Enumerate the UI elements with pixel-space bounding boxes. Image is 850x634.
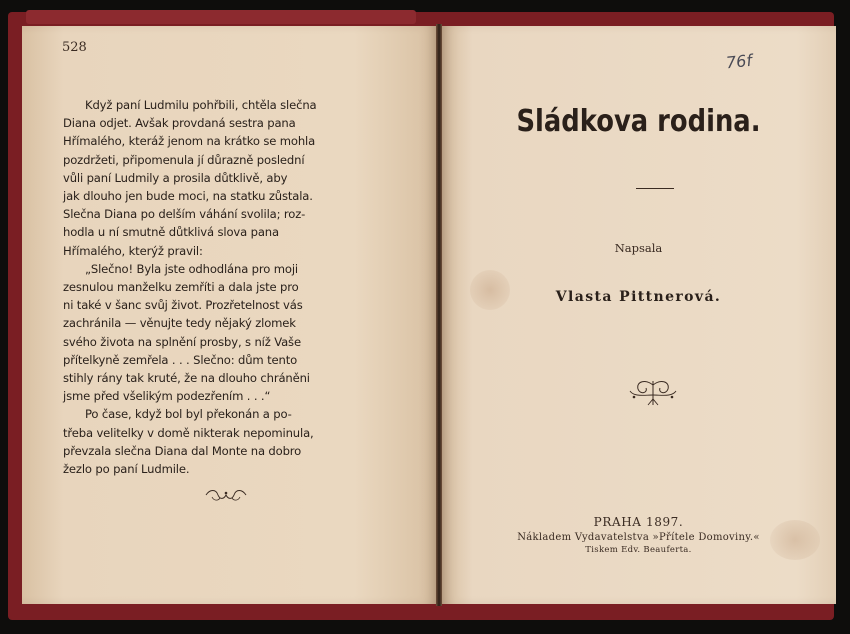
text-line: ni také v šanc svůj život. Prozřetelnost vás [63,298,303,313]
text-line: stihly rány tak kruté, že na dlouho chráněni [63,371,310,386]
text-line: Diana odjet. Avšak provdaná sestra pana [63,116,296,131]
ornament-right-icon [626,377,680,409]
text-line: přítelkyně zemřela . . . Slečno: dům tento [63,352,298,367]
text-line: Hřímalého, kterýž pravil: [63,243,203,258]
book-title: Sládkova rodina. [516,104,761,139]
text-line: Slečna Diana po delším váhání svolila; roz- [63,207,306,222]
body-text [63,96,369,478]
text-line: hodla u ní smutně důtklivá slova pana [63,225,279,240]
text-line: převzala slečna Diana dal Monte na dobro [63,443,302,458]
text-line: „Slečno! Byla jste odhodlána pro moji [85,261,298,276]
text-line: zachránila — věnujte tedy nějaký zlomek [63,316,296,331]
text-line: jsme před všelikým podezřením . . .“ [63,389,271,404]
page-number: 528 [62,40,87,55]
text-line: svého života na splnění prosby, s níž Vaše [63,334,301,349]
text-line: Po čase, když bol byl překonán a po- [85,407,292,422]
title-divider [636,188,674,189]
imprint-printer: Tiskem Edv. Beauferta. [585,545,692,555]
imprint-place-year: PRAHA 1897. [593,515,684,529]
imprint-publisher: Nákladem Vydavatelstva »Přítele Domoviny.« [517,532,760,543]
cover-edge [26,10,416,24]
text-line: vůli paní Ludmily a prosila důtklivě, aby [63,170,288,185]
text-line: zesnulou manželku zemříti a dala jste pro [63,280,299,295]
text-line: pozdržeti, připomenula jí důrazně poslední [63,152,305,167]
text-line: Hřímalého, kteráž jenom na krátko se mohla [63,134,316,149]
text-line: jak dlouho jen bude moci, na statku zůstala. [63,189,313,204]
text-line: žezlo po paní Ludmile. [63,462,190,477]
author-name: Vlasta Pittnerová. [555,289,722,305]
ornament-left-icon [202,487,250,503]
text-line: Když paní Ludmilu pohřbili, chtěla slečna [85,98,317,112]
text-line: třeba velitelky v domě nikterak nepominula, [63,425,314,440]
handwritten-note: 76f [725,50,753,73]
written-by-label: Napsala [614,241,663,255]
